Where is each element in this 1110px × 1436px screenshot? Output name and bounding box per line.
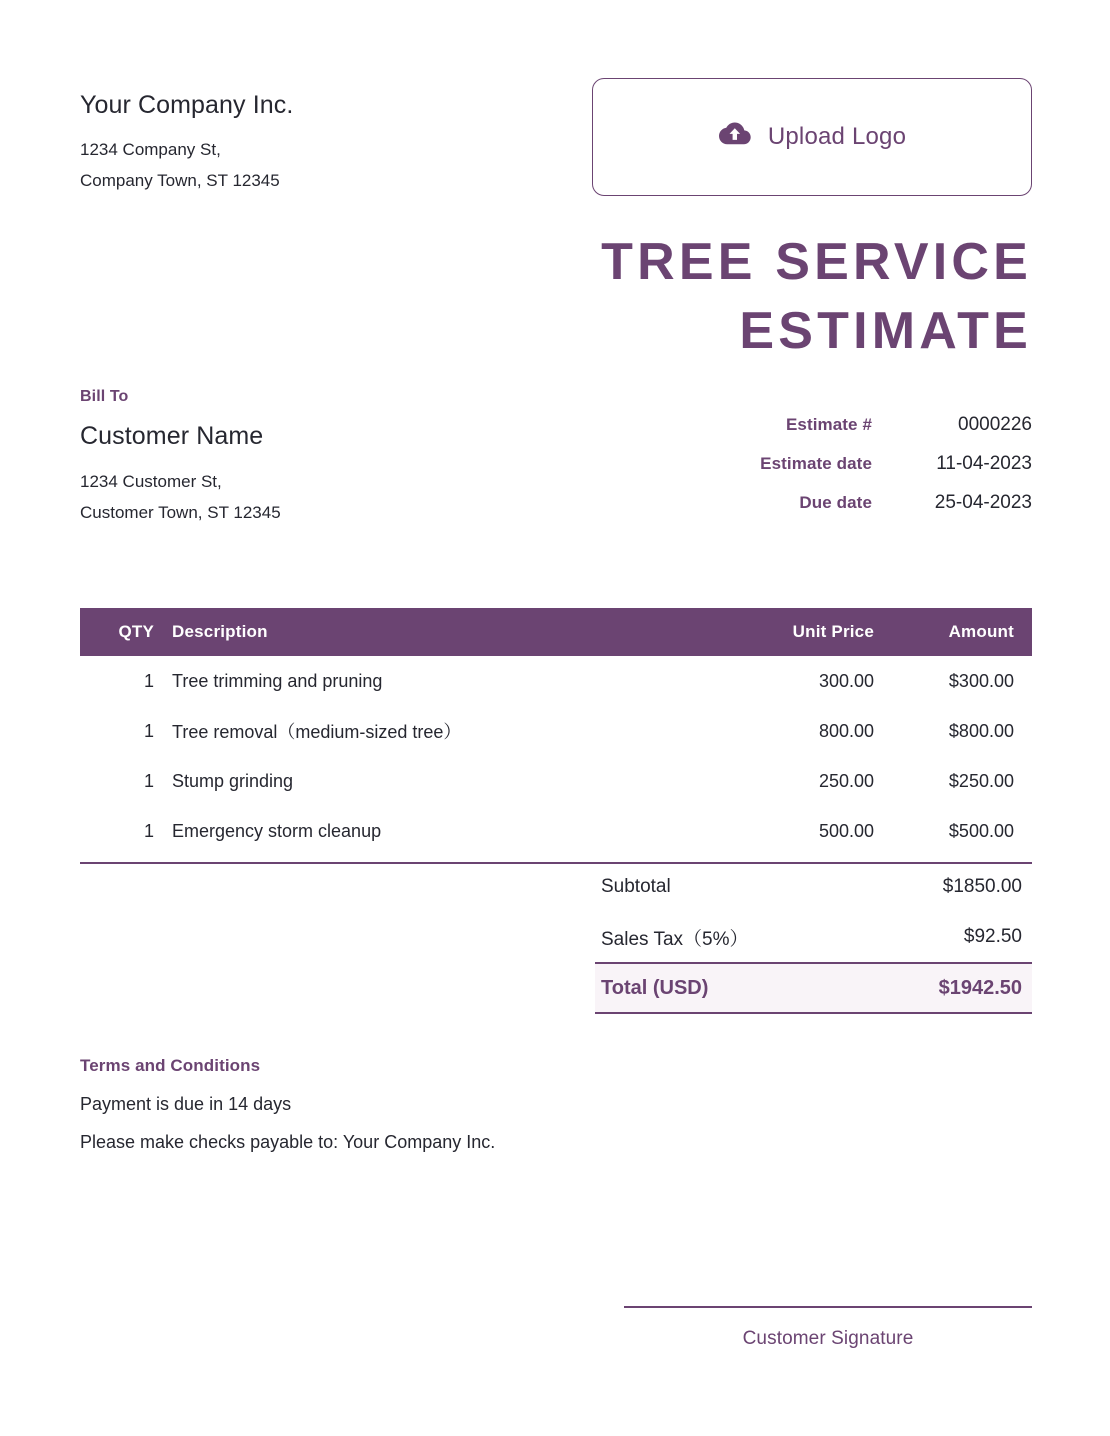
signature-line xyxy=(624,1306,1032,1308)
company-address-line-1: 1234 Company St, xyxy=(80,140,221,160)
row-unit-price: 300.00 xyxy=(818,670,874,691)
terms-section xyxy=(80,1056,700,1153)
column-header-qty: QTY xyxy=(118,622,154,641)
totals-section xyxy=(595,862,1032,1014)
column-header-unit-price: Unit Price xyxy=(792,622,874,641)
estimate-number-label: Estimate # xyxy=(785,415,872,434)
estimate-date-value: 11-04-2023 xyxy=(936,453,1032,474)
sales-tax-row xyxy=(595,912,1032,962)
upload-logo-label: Upload Logo xyxy=(767,123,907,150)
meta-row xyxy=(602,492,1032,514)
signature-label: Customer Signature xyxy=(742,1328,914,1349)
row-qty: 1 xyxy=(143,820,154,841)
signature-section xyxy=(624,1306,1032,1350)
company-name: Your Company Inc. xyxy=(80,91,294,119)
row-description: Tree removal（medium-sized tree） xyxy=(172,722,462,742)
row-unit-price: 500.00 xyxy=(818,820,874,841)
column-header-amount: Amount xyxy=(948,622,1014,641)
document-title: TREE SERVICE ESTIMATE xyxy=(601,233,1032,361)
grand-total-value: $1942.50 xyxy=(938,976,1022,999)
row-qty: 1 xyxy=(143,770,154,791)
company-address xyxy=(80,135,293,196)
table-row xyxy=(80,656,1032,706)
terms-line-1: Payment is due in 14 days xyxy=(80,1094,292,1114)
table-row xyxy=(80,706,1032,756)
row-description: Emergency storm cleanup xyxy=(172,820,382,841)
table-header-row xyxy=(80,608,1032,656)
table-row xyxy=(80,806,1032,856)
estimate-meta xyxy=(602,414,1032,514)
estimate-number-value: 0000226 xyxy=(958,414,1032,435)
customer-address-line-2: Customer Town, ST 12345 xyxy=(80,502,281,522)
table-row xyxy=(80,756,1032,806)
customer-name: Customer Name xyxy=(80,422,264,450)
subtotal-row xyxy=(595,862,1032,912)
row-amount: $250.00 xyxy=(948,770,1014,791)
grand-total-row xyxy=(595,962,1032,1014)
company-info xyxy=(80,78,293,196)
column-header-description: Description xyxy=(172,622,268,641)
subtotal-value: $1850.00 xyxy=(942,876,1022,897)
meta-row xyxy=(602,414,1032,436)
row-description: Stump grinding xyxy=(172,770,294,791)
row-description: Tree trimming and pruning xyxy=(172,670,383,691)
sales-tax-label: Sales Tax（5%） xyxy=(601,928,749,950)
row-amount: $300.00 xyxy=(948,670,1014,691)
customer-address-line-1: 1234 Customer St, xyxy=(80,472,222,491)
bill-to-section xyxy=(80,388,281,529)
estimate-date-label: Estimate date xyxy=(760,454,872,473)
customer-address xyxy=(80,467,281,529)
company-address-line-2: Company Town, ST 12345 xyxy=(80,170,280,190)
grand-total-label: Total (USD) xyxy=(601,976,709,999)
meta-row xyxy=(602,453,1032,475)
line-items-table xyxy=(80,608,1032,864)
terms-line-2: Please make checks payable to: Your Company Inc. xyxy=(80,1132,496,1152)
sales-tax-value: $92.50 xyxy=(963,926,1022,947)
terms-title: Terms and Conditions xyxy=(80,1056,261,1075)
upload-logo-button[interactable] xyxy=(592,78,1032,196)
document-header xyxy=(80,78,1032,196)
row-unit-price: 800.00 xyxy=(818,720,874,741)
subtotal-label: Subtotal xyxy=(601,876,671,897)
row-qty: 1 xyxy=(143,670,154,691)
cloud-upload-icon xyxy=(718,121,752,153)
bill-to-label: Bill To xyxy=(80,388,129,405)
row-amount: $500.00 xyxy=(948,820,1014,841)
due-date-label: Due date xyxy=(799,493,872,512)
row-unit-price: 250.00 xyxy=(818,770,874,791)
row-amount: $800.00 xyxy=(948,720,1014,741)
row-qty: 1 xyxy=(143,720,154,741)
due-date-value: 25-04-2023 xyxy=(934,492,1032,513)
